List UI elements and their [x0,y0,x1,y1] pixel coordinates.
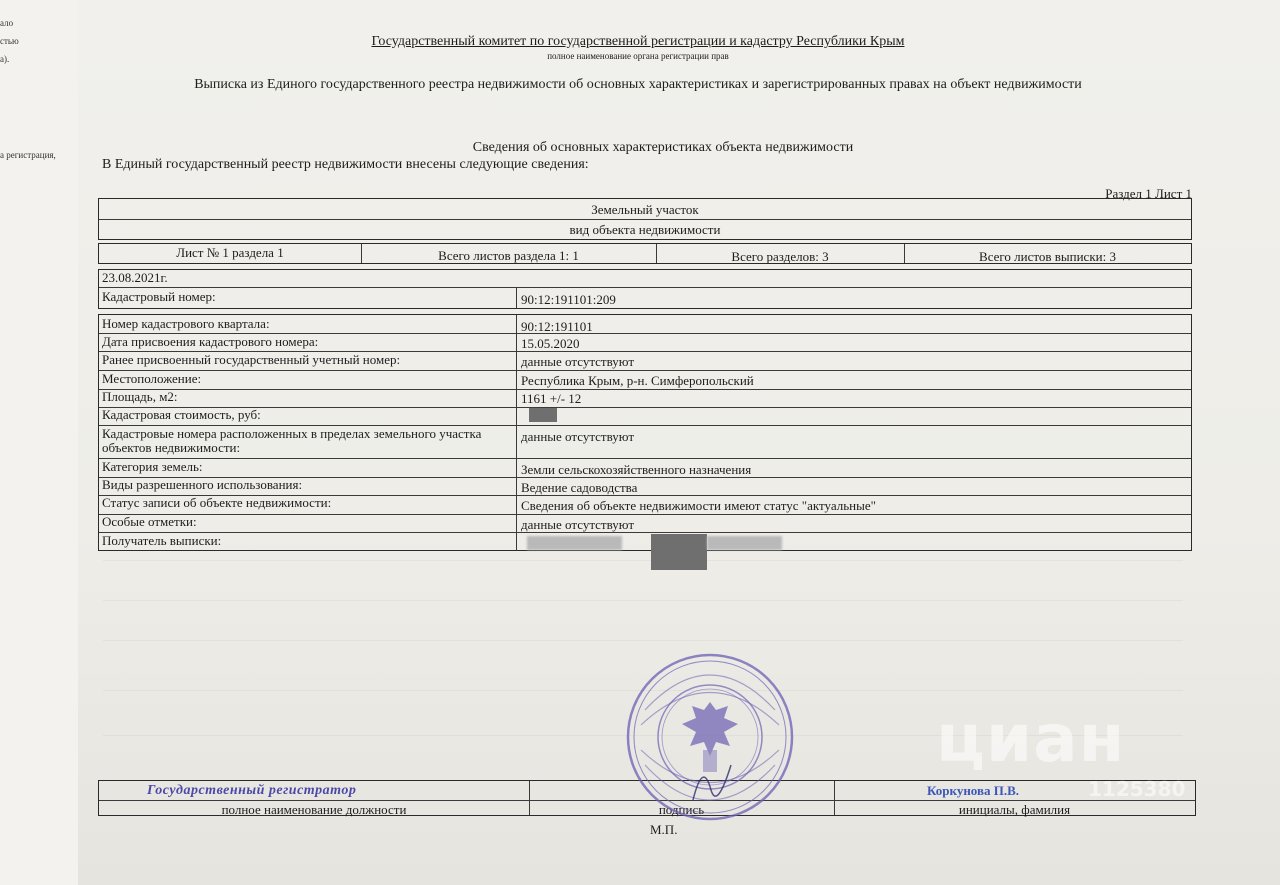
cian-watermark: циан [936,700,1126,777]
cian-watermark-number: 1125380 [1088,777,1186,801]
extract-sheets-total: Всего листов выписки: 3 [979,249,1116,264]
object-type-table [98,198,1192,240]
object-type: Земельный участок [591,202,699,217]
intro-text: В Единый государственный реестр недвижимости внесены следующие сведения: [102,157,589,172]
doc-title: Выписка из Единого государственного реестра недвижимости об основных характеристиках и зарегистрированных правах на объект недвижимости [194,77,1082,92]
field-label: Получатель выписки: [102,533,222,548]
field-label: Номер кадастрового квартала: [102,316,270,331]
field-value: Ведение садоводства [521,480,638,495]
field-label: Кадастровая стоимость, руб: [102,407,261,422]
sections-total: Всего разделов: 3 [731,249,829,264]
field-label: Площадь, м2: [102,389,178,404]
document-page [78,0,1280,885]
left-fragment: ало [0,18,14,28]
cadastral-number-label: Кадастровый номер: [102,289,216,304]
field-value: 90:12:191101 [521,319,593,334]
field-label: Кадастровые номера расположенных в пределах земельного участка объектов недвижимости: [102,426,482,455]
cadastral-number-value: 90:12:191101:209 [521,292,616,307]
org-caption: полное наименование органа регистрации прав [547,51,729,61]
field-label: Дата присвоения кадастрового номера: [102,334,319,349]
seal-place-mark: М.П. [650,822,678,837]
field-value: данные отсутствуют [521,354,635,369]
registrar-position: Государственный регистратор [147,783,357,798]
date-cadastral-table [98,269,1192,309]
field-value: Республика Крым, р-н. Симферопольский [521,373,754,388]
name-caption: инициалы, фамилия [958,802,1071,817]
sheet-number: Лист № 1 раздела 1 [176,245,284,260]
field-label: Особые отметки: [102,514,197,529]
object-type-caption: вид объекта недвижимости [569,222,721,237]
sheet-reference: Раздел 1 Лист 1 [1105,186,1192,201]
registrar-name: Коркунова П.В. [927,783,1020,798]
position-caption: полное наименование должности [221,802,407,817]
field-value: данные отсутствуют [521,429,635,444]
extract-date: 23.08.2021г. [102,270,168,285]
left-fragment: а). [0,54,10,64]
section-title: Сведения об основных характеристиках объекта недвижимости [472,140,854,155]
left-adjacent-sheet [0,0,79,885]
field-value: Сведения об объекте недвижимости имеют статус "актуальные" [521,498,876,513]
field-value: Земли сельскохозяйственного назначения [521,462,752,477]
field-value: 1161 +/- 12 [521,391,582,406]
left-fragment: стью [0,36,19,46]
field-label: Статус записи об объекте недвижимости: [102,495,332,510]
field-label: Виды разрешенного использования: [102,477,303,492]
field-label: Категория земель: [102,459,203,474]
characteristics-table [98,314,1192,551]
org-name: Государственный комитет по государственной регистрации и кадастру Республики Крым [371,34,905,49]
field-label: Ранее присвоенный государственный учетный номер: [102,352,401,367]
redacted-cadastral-value [529,408,557,422]
left-fragment: а регистрация, [0,150,56,160]
field-value: 15.05.2020 [521,336,580,351]
redacted-recipient-block [651,534,707,570]
signature-caption: подпись [658,802,705,817]
redacted-recipient [527,536,622,550]
official-seal-icon [623,650,798,825]
field-value: данные отсутствуют [521,517,635,532]
redacted-recipient-tail [707,536,782,550]
sheet-info-row [98,243,1192,264]
field-label: Местоположение: [102,371,202,386]
section-sheets-total: Всего листов раздела 1: 1 [438,248,579,263]
